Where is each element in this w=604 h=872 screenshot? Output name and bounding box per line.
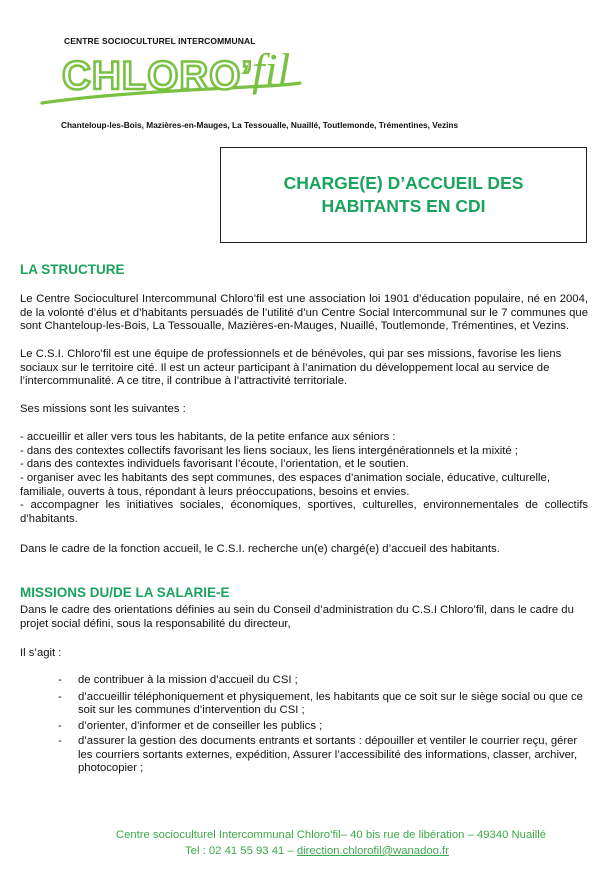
structure-intro: Le Centre Socioculturel Intercommunal Chloro’fil est une association loi 1901 d’éducation populaire, né en 2004, de la volonté d’élus et d’habitants persuadés de l’utilité d’un Centre Social Intercommunal sur le 7 communes que sont Chanteloup-les-Bois, La Tessoualle, Mazières-en-Mauges, Nuaillé, Toutlemonde, Trémentines, et Vezins. (20, 293, 588, 332)
footer-phone: Tel : 02 41 55 93 41 – (185, 845, 297, 857)
mission-line-2: - dans des contextes collectifs favorisant les liens sociaux, les liens intergénérationnels et la mixité ; (20, 445, 518, 457)
mission-line-1: - accueillir et aller vers tous les habitants, de la petite enfance aux séniors : (20, 431, 396, 443)
mission-line-4: - organiser avec les habitants des sept communes, des espaces d’animation sociale, éducative, culturelle, familiale, ouverts à tous, répondant à leurs préoccupations, besoins et envies. (20, 472, 550, 498)
recruitment-text: Dans le cadre de la fonction accueil, le C.S.I. recherche un(e) chargé(e) d’accueil des habitants. (20, 543, 500, 555)
job-title: CHARGE(E) D’ACCUEIL DES HABITANTS EN CDI (283, 173, 524, 216)
footer-address-text: Centre socioculturel Intercommunal Chloro’fil– 40 bis rue de libération – 49340 Nuaillé (115, 829, 547, 841)
chlorofil-logo (38, 45, 338, 107)
mission-line-3: - dans des contextes individuels favorisant l’écoute, l’orientation, et le soutien. (20, 458, 409, 470)
logo-communes: Chanteloup-les-Bois, Mazières-en-Mauges, La Tessoualle, Nuaillé, Toutlemonde, Trémentines, Vezins (61, 120, 459, 130)
missions-heading: MISSIONS DU/DE LA SALARIE-E (20, 585, 230, 600)
missions-list-item: - d’assurer la gestion des documents entrants et sortants : dépouiller et ventiler le courrier reçu, gérer les courriers sortants externes, expédition, Assurer l’accessibilité des informations, classer, archiver, photocopier ; (58, 735, 588, 776)
missions-list-item: - d’orienter, d’informer et de conseiller les publics ; (58, 720, 588, 734)
svg-text:fil: fil (252, 45, 291, 95)
svg-text:CHLORO’: CHLORO’ (62, 54, 254, 98)
footer-email-link[interactable]: direction.chlorofil@wanadoo.fr (296, 845, 449, 857)
missions-context: Dans le cadre des orientations définies au sein du Conseil d’administration du C.S.I Chloro’fil, dans le cadre du projet social défini, sous la responsabilité du directeur, (20, 604, 574, 630)
mission-line-5: - accompagner les initiatives sociales, économiques, sportives, culturelles, environnementales de collectifs d’habitants. (20, 499, 588, 525)
missions-list-item: - d’accueillir téléphoniquement et physiquement, les habitants que ce soit sur le siège social ou que ce soit sur les communes d’intervention du CSI ; (58, 691, 588, 718)
structure-csi: Le C.S.I. Chloro’fil est une équipe de professionnels et de bénévoles, qui par ses missions, favorise les liens sociaux sur le territoire cité. Il est un acteur participant à l’animation du développement local au service de l’intercommunalité. A ce titre, il contribue à l’attractivité territoriale. (20, 348, 562, 387)
job-title-box (220, 147, 587, 243)
missions-lead: Il s’agit : (20, 647, 62, 659)
missions-list-item: - de contribuer à la mission d’accueil du CSI ; (58, 674, 588, 688)
footer-contact (0, 845, 604, 857)
footer-address (0, 829, 604, 841)
logo-kicker: CENTRE SOCIOCULTUREL INTERCOMMUNAL (64, 36, 256, 46)
missions-intro: Ses missions sont les suivantes : (20, 403, 186, 415)
structure-heading: LA STRUCTURE (20, 262, 125, 277)
missions-list (58, 674, 588, 776)
